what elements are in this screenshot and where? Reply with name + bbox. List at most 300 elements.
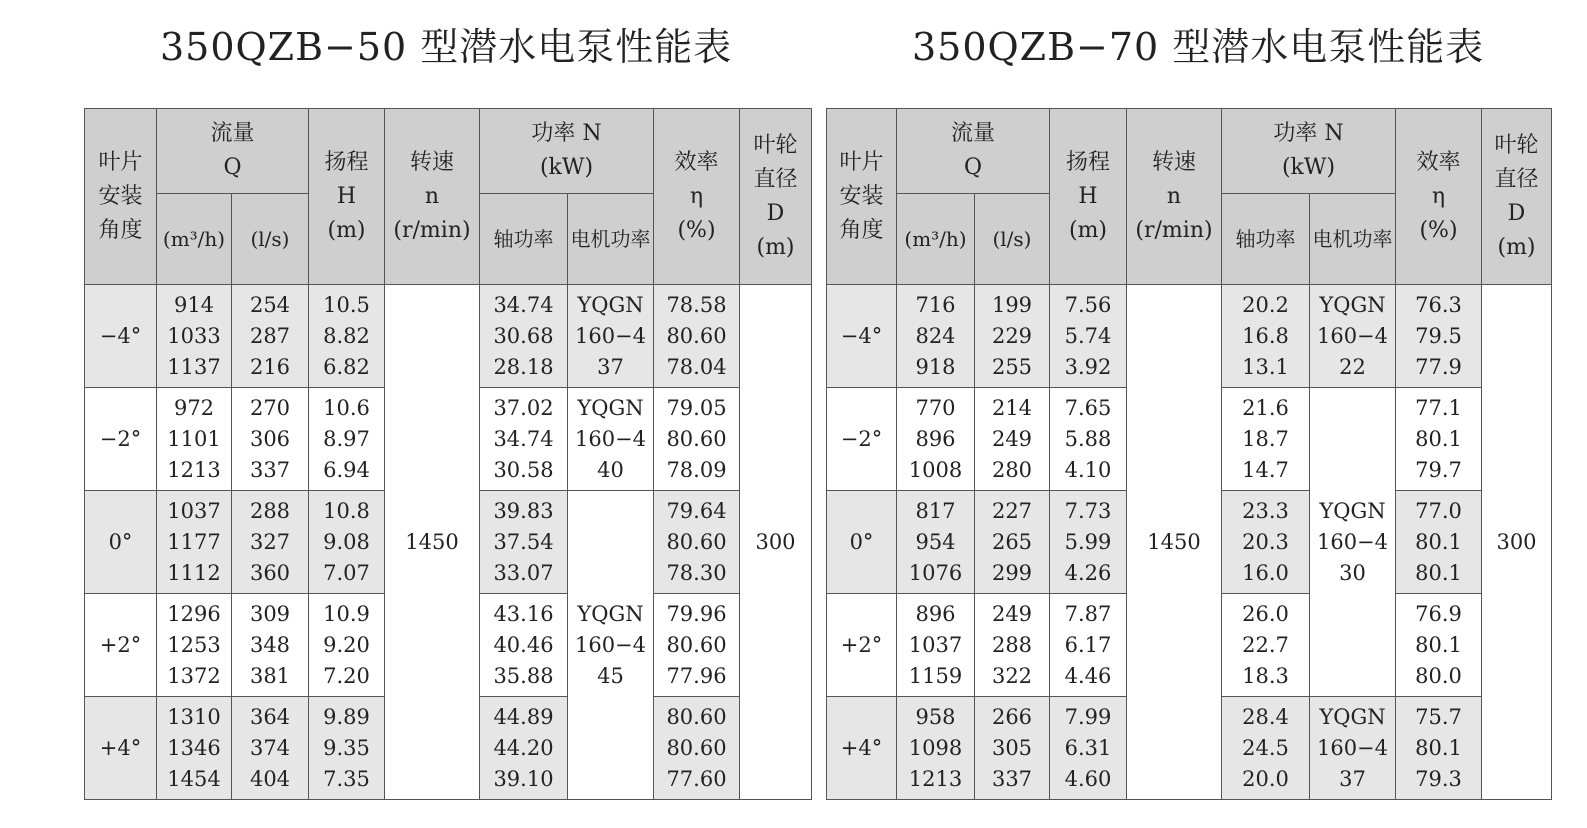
head-cell-line: 8.82 <box>323 323 370 348</box>
shaft-power-cell <box>480 697 568 800</box>
header-speed <box>385 109 480 285</box>
flow-m3h-cell-line: 1213 <box>908 766 963 791</box>
flow-m3h-cell-line: 1033 <box>167 323 221 348</box>
efficiency-cell-line: 80.1 <box>1415 426 1462 451</box>
head-cell-line: 6.31 <box>1064 735 1112 760</box>
motor-power-cell <box>568 388 654 491</box>
efficiency-cell-line: 78.04 <box>666 354 727 379</box>
performance-table <box>84 108 812 800</box>
header-power-line: (kW) <box>539 155 594 180</box>
flow-ls-cell-line: 322 <box>991 663 1033 688</box>
header-head <box>309 109 385 285</box>
shaft-power-cell-line: 20.3 <box>1242 529 1289 554</box>
shaft-power-cell-line: 14.7 <box>1242 457 1289 482</box>
flow-m3h-cell-line: 817 <box>915 498 956 523</box>
motor-power-cell-line: 160−4 <box>574 632 647 657</box>
flow-m3h-cell-line: 954 <box>915 529 956 554</box>
efficiency-cell-line: 80.60 <box>666 323 727 348</box>
head-cell-line: 9.20 <box>323 632 370 657</box>
head-cell <box>309 388 385 491</box>
blade-angle-cell: 0° <box>85 491 157 594</box>
head-cell-line: 6.82 <box>323 354 370 379</box>
flow-m3h-cell-line: 1253 <box>167 632 221 657</box>
motor-power-cell-line: 37 <box>1339 766 1366 791</box>
flow-ls-cell <box>232 491 309 594</box>
motor-power-cell-line: YQGN <box>1319 498 1386 523</box>
flow-m3h-cell <box>897 388 975 491</box>
flow-ls-cell-line: 337 <box>249 457 291 482</box>
flow-ls-cell-line: 199 <box>991 292 1033 317</box>
header-efficiency-line: η <box>689 183 704 209</box>
header-speed-line: n <box>424 183 440 209</box>
speed-cell: 1450 <box>385 285 480 800</box>
blade-angle-cell: −2° <box>827 388 897 491</box>
efficiency-cell <box>1396 491 1482 594</box>
head-cell-line: 7.56 <box>1064 292 1112 317</box>
header-impeller <box>740 109 812 285</box>
header-blade-angle <box>827 109 897 285</box>
header-speed-line: 转速 <box>1151 149 1196 175</box>
shaft-power-cell-line: 20.2 <box>1242 292 1289 317</box>
header-flow-line: Q <box>223 155 242 180</box>
flow-ls-cell-line: 266 <box>991 704 1033 729</box>
flow-m3h-cell-line: 1037 <box>167 498 221 523</box>
flow-ls-cell <box>232 388 309 491</box>
flow-m3h-cell-line: 914 <box>173 292 215 317</box>
efficiency-cell-line: 79.05 <box>666 395 727 420</box>
shaft-power-cell-line: 39.83 <box>493 498 554 523</box>
flow-m3h-cell <box>897 491 975 594</box>
efficiency-cell-line: 80.1 <box>1415 529 1462 554</box>
header-flow-line: 流量 <box>210 121 255 146</box>
shaft-power-cell-line: 18.3 <box>1242 663 1289 688</box>
head-cell <box>1050 491 1127 594</box>
efficiency-cell-line: 78.09 <box>666 457 727 482</box>
shaft-power-cell <box>1222 388 1310 491</box>
efficiency-cell <box>1396 594 1482 697</box>
head-cell <box>1050 285 1127 388</box>
head-cell <box>309 285 385 388</box>
shaft-power-cell-line: 44.20 <box>493 735 554 760</box>
motor-power-cell-line: 160−4 <box>1316 529 1389 554</box>
efficiency-cell-line: 79.64 <box>666 498 727 523</box>
header-impeller-line: 叶轮 <box>753 132 798 158</box>
flow-ls-cell-line: 327 <box>249 529 291 554</box>
flow-m3h-cell-line: 1213 <box>167 457 221 482</box>
flow-m3h-cell <box>157 388 232 491</box>
motor-power-cell-line: YQGN <box>1319 704 1386 729</box>
impeller-cell: 300 <box>740 285 812 800</box>
flow-ls-cell-line: 306 <box>249 426 291 451</box>
table-row <box>85 285 812 388</box>
header-blade-angle-line: 安装 <box>839 183 884 209</box>
efficiency-cell <box>1396 285 1482 388</box>
head-cell-line: 7.65 <box>1064 395 1112 420</box>
shaft-power-cell <box>1222 491 1310 594</box>
efficiency-cell-line: 79.96 <box>666 601 727 626</box>
shaft-power-cell-line: 22.7 <box>1242 632 1289 657</box>
efficiency-cell-line: 77.60 <box>666 766 727 791</box>
shaft-power-cell-line: 37.54 <box>493 529 554 554</box>
efficiency-cell-line: 80.1 <box>1415 560 1462 585</box>
shaft-power-cell-line: 34.74 <box>493 426 554 451</box>
flow-ls-cell-line: 337 <box>991 766 1033 791</box>
shaft-power-cell <box>480 388 568 491</box>
header-blade-angle-line: 角度 <box>839 217 884 243</box>
flow-m3h-cell-line: 1037 <box>908 632 963 657</box>
header-motor-power: 电机功率 <box>568 194 654 285</box>
shaft-power-cell-line: 44.89 <box>493 704 554 729</box>
head-cell-line: 7.73 <box>1064 498 1112 523</box>
header-head <box>1050 109 1127 285</box>
head-cell-line: 6.17 <box>1064 632 1112 657</box>
head-cell-line: 10.8 <box>323 498 370 523</box>
efficiency-cell-line: 76.9 <box>1415 601 1462 626</box>
flow-ls-cell <box>975 697 1050 800</box>
flow-m3h-cell-line: 770 <box>915 395 956 420</box>
header-impeller <box>1482 109 1552 285</box>
efficiency-cell-line: 80.60 <box>666 704 727 729</box>
shaft-power-cell-line: 28.4 <box>1242 704 1289 729</box>
motor-power-cell-line: 45 <box>597 663 624 688</box>
shaft-power-cell-line: 23.3 <box>1242 498 1289 523</box>
header-motor-power: 电机功率 <box>1310 194 1396 285</box>
shaft-power-cell-line: 16.8 <box>1242 323 1289 348</box>
header-row <box>827 109 1552 194</box>
flow-ls-cell-line: 305 <box>991 735 1033 760</box>
header-impeller-line: 叶轮 <box>1494 132 1539 158</box>
head-cell <box>1050 388 1127 491</box>
flow-m3h-cell <box>157 697 232 800</box>
flow-m3h-cell-line: 1454 <box>167 766 221 791</box>
flow-m3h-cell-line: 824 <box>915 323 956 348</box>
head-cell-line: 10.5 <box>323 292 370 317</box>
head-cell <box>309 491 385 594</box>
shaft-power-cell-line: 43.16 <box>493 601 554 626</box>
flow-ls-cell-line: 309 <box>249 601 291 626</box>
motor-power-cell-line: 22 <box>1339 354 1366 379</box>
header-power <box>1222 109 1396 194</box>
header-row <box>85 109 812 194</box>
motor-power-cell-line: 40 <box>597 457 624 482</box>
shaft-power-cell <box>480 491 568 594</box>
header-efficiency-line: η <box>1431 183 1446 209</box>
shaft-power-cell-line: 18.7 <box>1242 426 1289 451</box>
flow-ls-cell <box>232 285 309 388</box>
motor-power-cell-line: 160−4 <box>574 426 647 451</box>
flow-ls-cell-line: 214 <box>991 395 1033 420</box>
header-head-line: H <box>1078 183 1098 209</box>
head-cell-line: 7.20 <box>323 663 370 688</box>
head-cell-line: 9.89 <box>323 704 370 729</box>
header-impeller-line: 直径 <box>1494 166 1539 192</box>
efficiency-cell <box>654 388 740 491</box>
blade-angle-cell: +4° <box>85 697 157 800</box>
head-cell-line: 6.94 <box>323 457 370 482</box>
motor-power-cell <box>1310 388 1396 697</box>
flow-m3h-cell-line: 1346 <box>167 735 221 760</box>
shaft-power-cell-line: 21.6 <box>1242 395 1289 420</box>
efficiency-cell-line: 76.3 <box>1415 292 1462 317</box>
flow-m3h-cell <box>897 697 975 800</box>
flow-ls-cell-line: 280 <box>991 457 1033 482</box>
flow-ls-cell <box>975 285 1050 388</box>
flow-m3h-cell-line: 1296 <box>167 601 221 626</box>
flow-ls-cell-line: 270 <box>249 395 291 420</box>
head-cell-line: 10.9 <box>323 601 370 626</box>
flow-m3h-cell-line: 896 <box>915 426 956 451</box>
header-speed-line: 转速 <box>409 149 454 175</box>
flow-ls-cell-line: 254 <box>249 292 291 317</box>
shaft-power-cell-line: 39.10 <box>493 766 554 791</box>
header-shaft-power: 轴功率 <box>1222 194 1310 285</box>
motor-power-cell-line: YQGN <box>577 601 644 626</box>
flow-ls-cell <box>975 388 1050 491</box>
flow-m3h-cell-line: 896 <box>915 601 956 626</box>
header-impeller-line: D <box>766 200 785 226</box>
shaft-power-cell-line: 34.74 <box>493 292 554 317</box>
header-flow-m3h: (m³/h) <box>157 194 232 285</box>
motor-power-cell <box>1310 285 1396 388</box>
head-cell <box>1050 594 1127 697</box>
flow-m3h-cell-line: 1159 <box>908 663 963 688</box>
header-blade-angle-line: 角度 <box>98 217 143 243</box>
table-title: 350QZB−70 型潜水电泵性能表 <box>912 25 1485 69</box>
head-cell-line: 5.74 <box>1064 323 1112 348</box>
shaft-power-cell-line: 40.46 <box>493 632 554 657</box>
flow-m3h-cell-line: 1310 <box>167 704 221 729</box>
flow-m3h-cell <box>157 594 232 697</box>
header-flow <box>897 109 1050 194</box>
efficiency-cell <box>1396 388 1482 491</box>
head-cell-line: 10.6 <box>323 395 370 420</box>
head-cell-line: 4.26 <box>1064 560 1112 585</box>
header-efficiency <box>654 109 740 285</box>
flow-ls-cell-line: 229 <box>991 323 1033 348</box>
head-cell <box>309 594 385 697</box>
head-cell <box>309 697 385 800</box>
shaft-power-cell-line: 20.0 <box>1242 766 1289 791</box>
flow-ls-cell-line: 299 <box>991 560 1033 585</box>
flow-ls-cell-line: 374 <box>249 735 291 760</box>
header-speed-line: (r/min) <box>1135 217 1213 243</box>
table-title: 350QZB−50 型潜水电泵性能表 <box>160 25 733 69</box>
head-cell-line: 7.99 <box>1064 704 1112 729</box>
flow-m3h-cell-line: 1137 <box>167 354 221 379</box>
header-speed-line: (r/min) <box>393 217 471 243</box>
flow-m3h-cell <box>897 594 975 697</box>
flow-ls-cell-line: 287 <box>249 323 291 348</box>
efficiency-cell <box>654 491 740 594</box>
table-row <box>827 285 1552 388</box>
header-head-line: 扬程 <box>324 149 369 175</box>
flow-m3h-cell-line: 1008 <box>908 457 963 482</box>
blade-angle-cell: −4° <box>827 285 897 388</box>
flow-m3h-cell <box>157 285 232 388</box>
shaft-power-cell-line: 28.18 <box>493 354 554 379</box>
header-blade-angle-line: 叶片 <box>839 149 884 175</box>
header-flow-ls: (l/s) <box>975 194 1050 285</box>
header-head-line: 扬程 <box>1065 149 1110 175</box>
motor-power-cell-line: YQGN <box>1319 292 1386 317</box>
efficiency-cell-line: 79.3 <box>1415 766 1462 791</box>
shaft-power-cell-line: 30.68 <box>493 323 554 348</box>
efficiency-cell-line: 80.60 <box>666 426 727 451</box>
motor-power-cell-line: YQGN <box>577 292 644 317</box>
blade-angle-cell: −4° <box>85 285 157 388</box>
header-head-line: (m) <box>1068 217 1108 243</box>
shaft-power-cell-line: 35.88 <box>493 663 554 688</box>
efficiency-cell <box>1396 697 1482 800</box>
efficiency-cell-line: 80.0 <box>1415 663 1462 688</box>
performance-table <box>826 108 1552 800</box>
header-power-line: (kW) <box>1281 155 1336 180</box>
header-speed-line: n <box>1166 183 1182 209</box>
motor-power-cell-line: 30 <box>1339 560 1366 585</box>
flow-ls-cell <box>975 594 1050 697</box>
flow-m3h-cell-line: 958 <box>915 704 956 729</box>
flow-ls-cell-line: 255 <box>991 354 1033 379</box>
flow-ls-cell <box>975 491 1050 594</box>
efficiency-cell-line: 77.1 <box>1415 395 1462 420</box>
flow-ls-cell-line: 227 <box>991 498 1033 523</box>
flow-ls-cell-line: 249 <box>991 426 1033 451</box>
header-flow-line: Q <box>963 155 983 180</box>
efficiency-cell-line: 79.7 <box>1415 457 1462 482</box>
flow-ls-cell-line: 249 <box>991 601 1033 626</box>
flow-m3h-cell-line: 1112 <box>167 560 221 585</box>
shaft-power-cell-line: 37.02 <box>493 395 554 420</box>
shaft-power-cell <box>480 285 568 388</box>
head-cell-line: 8.97 <box>323 426 370 451</box>
header-flow-ls: (l/s) <box>232 194 309 285</box>
header-efficiency-line: (%) <box>677 217 716 243</box>
flow-m3h-cell-line: 1177 <box>167 529 221 554</box>
motor-power-cell-line: 160−4 <box>1316 735 1389 760</box>
shaft-power-cell-line: 26.0 <box>1242 601 1289 626</box>
efficiency-cell-line: 77.0 <box>1415 498 1462 523</box>
header-impeller-line: D <box>1507 200 1526 226</box>
flow-ls-cell-line: 381 <box>249 663 291 688</box>
flow-ls-cell-line: 364 <box>249 704 291 729</box>
flow-m3h-cell <box>897 285 975 388</box>
efficiency-cell-line: 80.60 <box>666 735 727 760</box>
flow-ls-cell-line: 404 <box>249 766 291 791</box>
efficiency-cell <box>654 594 740 697</box>
efficiency-cell-line: 78.30 <box>666 560 727 585</box>
efficiency-cell-line: 77.9 <box>1415 354 1462 379</box>
blade-angle-cell: +4° <box>827 697 897 800</box>
flow-m3h-cell-line: 1372 <box>167 663 221 688</box>
blade-angle-cell: +2° <box>827 594 897 697</box>
header-power-line: 功率 N <box>1273 121 1344 146</box>
efficiency-cell-line: 80.1 <box>1415 632 1462 657</box>
efficiency-cell-line: 80.1 <box>1415 735 1462 760</box>
header-head-line: H <box>336 183 357 209</box>
flow-ls-cell <box>232 594 309 697</box>
flow-m3h-cell-line: 918 <box>915 354 956 379</box>
flow-m3h-cell-line: 1101 <box>167 426 221 451</box>
flow-m3h-cell-line: 1076 <box>908 560 963 585</box>
flow-ls-cell-line: 288 <box>249 498 291 523</box>
header-speed <box>1127 109 1222 285</box>
head-cell-line: 4.46 <box>1064 663 1112 688</box>
shaft-power-cell-line: 16.0 <box>1242 560 1289 585</box>
efficiency-cell-line: 80.60 <box>666 529 727 554</box>
efficiency-cell-line: 75.7 <box>1415 704 1462 729</box>
header-power-line: 功率 N <box>531 121 602 146</box>
efficiency-cell <box>654 285 740 388</box>
header-efficiency <box>1396 109 1482 285</box>
header-flow <box>157 109 309 194</box>
header-efficiency-line: 效率 <box>674 149 719 175</box>
flow-ls-cell <box>232 697 309 800</box>
header-efficiency-line: 效率 <box>1416 149 1461 175</box>
motor-power-cell <box>1310 697 1396 800</box>
motor-power-cell <box>568 285 654 388</box>
efficiency-cell <box>654 697 740 800</box>
head-cell-line: 4.10 <box>1064 457 1112 482</box>
motor-power-cell-line: YQGN <box>577 395 644 420</box>
efficiency-cell-line: 80.60 <box>666 632 727 657</box>
efficiency-cell-line: 78.58 <box>666 292 727 317</box>
head-cell-line: 9.08 <box>323 529 370 554</box>
head-cell-line: 7.35 <box>323 766 370 791</box>
header-flow-line: 流量 <box>950 121 995 146</box>
header-efficiency-line: (%) <box>1419 217 1458 243</box>
shaft-power-cell <box>1222 594 1310 697</box>
motor-power-cell-line: 37 <box>597 354 624 379</box>
shaft-power-cell-line: 30.58 <box>493 457 554 482</box>
header-impeller-line: (m) <box>1497 234 1536 260</box>
flow-m3h-cell-line: 972 <box>173 395 215 420</box>
head-cell <box>1050 697 1127 800</box>
head-cell-line: 5.88 <box>1064 426 1112 451</box>
blade-angle-cell: 0° <box>827 491 897 594</box>
header-impeller-line: 直径 <box>753 166 798 192</box>
header-impeller-line: (m) <box>756 234 795 260</box>
shaft-power-cell-line: 24.5 <box>1242 735 1289 760</box>
motor-power-cell-line: 160−4 <box>574 323 647 348</box>
shaft-power-cell <box>1222 697 1310 800</box>
motor-power-cell-line: 160−4 <box>1316 323 1389 348</box>
flow-m3h-cell-line: 1098 <box>908 735 963 760</box>
flow-ls-cell-line: 288 <box>991 632 1033 657</box>
flow-ls-cell-line: 216 <box>249 354 291 379</box>
blade-angle-cell: −2° <box>85 388 157 491</box>
header-blade-angle <box>85 109 157 285</box>
head-cell-line: 7.87 <box>1064 601 1112 626</box>
speed-cell: 1450 <box>1127 285 1222 800</box>
efficiency-cell-line: 79.5 <box>1415 323 1462 348</box>
header-blade-angle-line: 安装 <box>98 183 143 209</box>
shaft-power-cell-line: 13.1 <box>1242 354 1289 379</box>
flow-ls-cell-line: 265 <box>991 529 1033 554</box>
head-cell-line: 4.60 <box>1064 766 1112 791</box>
shaft-power-cell-line: 33.07 <box>493 560 554 585</box>
head-cell-line: 7.07 <box>323 560 370 585</box>
head-cell-line: 3.92 <box>1064 354 1112 379</box>
head-cell-line: 9.35 <box>323 735 370 760</box>
motor-power-cell <box>568 491 654 800</box>
head-cell-line: 5.99 <box>1064 529 1112 554</box>
flow-m3h-cell-line: 716 <box>915 292 956 317</box>
header-blade-angle-line: 叶片 <box>98 149 143 175</box>
impeller-cell: 300 <box>1482 285 1552 800</box>
flow-m3h-cell <box>157 491 232 594</box>
flow-ls-cell-line: 348 <box>249 632 291 657</box>
header-flow-m3h: (m³/h) <box>897 194 975 285</box>
